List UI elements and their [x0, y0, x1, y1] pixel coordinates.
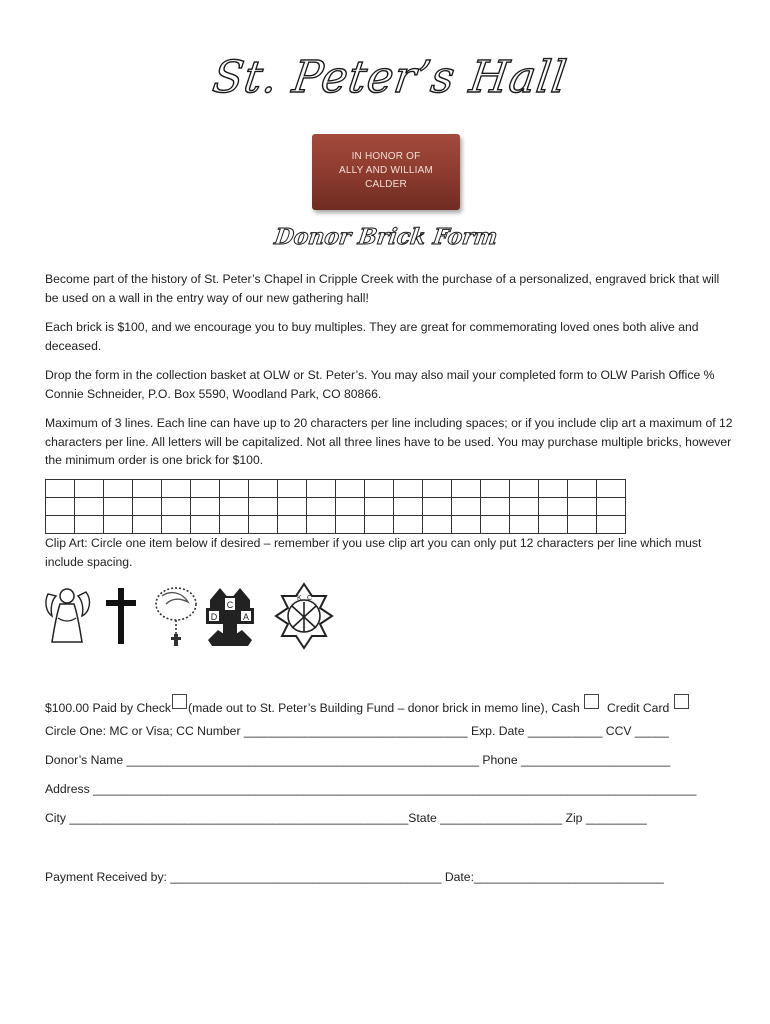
character-box[interactable] — [46, 516, 75, 534]
character-box[interactable] — [365, 480, 394, 498]
character-box[interactable] — [365, 516, 394, 534]
character-box[interactable] — [191, 480, 220, 498]
character-box[interactable] — [307, 516, 336, 534]
check-note: (made out to St. Peter’s Building Fund – donor brick in memo line), Cash — [188, 701, 580, 715]
credit-card-checkbox[interactable] — [674, 694, 689, 709]
character-box[interactable] — [104, 498, 133, 516]
character-box[interactable] — [568, 498, 597, 516]
character-box[interactable] — [539, 480, 568, 498]
engraving-line-row — [46, 480, 626, 498]
check-checkbox[interactable] — [172, 694, 187, 709]
cash-checkbox[interactable] — [584, 694, 599, 709]
clipart-instructions: Clip Art: Circle one item below if desired – remember if you use clip art you can only put 12 characters per line which must include spacing. — [45, 536, 702, 569]
character-box[interactable] — [220, 498, 249, 516]
character-box[interactable] — [104, 516, 133, 534]
character-box[interactable] — [278, 498, 307, 516]
character-box[interactable] — [46, 498, 75, 516]
character-box[interactable] — [423, 480, 452, 498]
clipart-options — [42, 582, 352, 650]
brick-line-3: CALDER — [365, 179, 407, 190]
cda-letter-a: A — [242, 612, 250, 622]
character-box[interactable] — [278, 516, 307, 534]
form-subtitle: Donor Brick Form — [272, 224, 500, 250]
engraving-line-row — [46, 516, 626, 534]
engraving-line-row — [46, 498, 626, 516]
character-box[interactable] — [249, 480, 278, 498]
cda-letter-d: D — [210, 612, 218, 622]
character-box[interactable] — [336, 480, 365, 498]
angel-icon[interactable] — [46, 589, 90, 642]
character-box[interactable] — [568, 516, 597, 534]
kofc-letter-k: K — [297, 595, 302, 602]
character-box[interactable] — [597, 480, 626, 498]
cda-emblem-icon[interactable] — [206, 588, 254, 646]
character-box[interactable] — [539, 516, 568, 534]
character-box[interactable] — [597, 516, 626, 534]
character-box[interactable] — [423, 498, 452, 516]
character-box[interactable] — [597, 498, 626, 516]
character-box[interactable] — [75, 516, 104, 534]
brick-line-1: IN HONOR OF — [351, 151, 421, 162]
character-box[interactable] — [510, 498, 539, 516]
character-box[interactable] — [46, 480, 75, 498]
credit-card-label: Credit Card — [606, 701, 670, 715]
character-box[interactable] — [481, 498, 510, 516]
payment-method-line — [45, 694, 690, 715]
character-box[interactable] — [452, 480, 481, 498]
character-box[interactable] — [220, 516, 249, 534]
kofc-emblem-icon[interactable] — [276, 584, 332, 648]
city-state-zip-line[interactable]: City __________________________________________________State __________________ Zip _________ — [45, 811, 647, 825]
intro-paragraph: Become part of the history of St. Peter’s Chapel in Cripple Creek with the purchase of a personalized, engraved brick that will be used on a wall in the entry way of our new gathering hall! — [45, 272, 720, 305]
rosary-icon[interactable] — [156, 588, 196, 646]
character-box[interactable] — [481, 516, 510, 534]
character-box[interactable] — [278, 480, 307, 498]
character-box[interactable] — [423, 516, 452, 534]
character-box[interactable] — [75, 498, 104, 516]
character-box[interactable] — [162, 498, 191, 516]
character-box[interactable] — [249, 498, 278, 516]
check-label: $100.00 Paid by Check — [45, 701, 172, 715]
character-box[interactable] — [133, 480, 162, 498]
character-box[interactable] — [220, 480, 249, 498]
card-details-line[interactable]: Circle One: MC or Visa; CC Number _________________________________ Exp. Date ___________ CCV _____ — [45, 724, 669, 738]
character-box[interactable] — [510, 516, 539, 534]
payment-received-line[interactable]: Payment Received by: ________________________________________ Date:____________________________ — [45, 870, 664, 884]
character-box[interactable] — [133, 516, 162, 534]
character-box[interactable] — [307, 498, 336, 516]
brick-line-2: ALLY AND WILLIAM — [339, 165, 433, 176]
character-box[interactable] — [568, 480, 597, 498]
character-box[interactable] — [394, 498, 423, 516]
character-box[interactable] — [75, 480, 104, 498]
character-box[interactable] — [162, 516, 191, 534]
price-paragraph: Each brick is $100, and we encourage you to buy multiples. They are great for commemorating loved ones both alive and deceased. — [45, 320, 699, 353]
character-box[interactable] — [394, 480, 423, 498]
cda-letter-c: C — [226, 600, 234, 610]
donor-name-line[interactable]: Donor’s Name ____________________________________________________ Phone ______________________ — [45, 753, 671, 767]
character-box[interactable] — [191, 498, 220, 516]
character-box[interactable] — [394, 516, 423, 534]
character-box[interactable] — [336, 516, 365, 534]
character-box[interactable] — [481, 480, 510, 498]
delivery-paragraph: Drop the form in the collection basket at OLW or St. Peter’s. You may also mail your completed form to OLW Parish Office % Connie Schneider, P.O. Box 5590, Woodland Park, CO 80866. — [45, 368, 715, 401]
engraving-character-grid — [45, 479, 626, 534]
character-box[interactable] — [104, 480, 133, 498]
page-title: St. Peter’s Hall — [209, 52, 571, 103]
address-line[interactable]: Address _________________________________________________________________________________________ — [45, 782, 697, 796]
cross-icon[interactable] — [106, 588, 136, 644]
character-box[interactable] — [191, 516, 220, 534]
character-box[interactable] — [249, 516, 278, 534]
rules-paragraph: Maximum of 3 lines. Each line can have up to 20 characters per line including spaces; or if you include clip art a maximum of 12 characters per line. All letters will be capitalized. Not all three lines have to be used. You may purchase multiple bricks, however the minimum order is one brick for $100. — [45, 416, 733, 467]
character-box[interactable] — [307, 480, 336, 498]
character-box[interactable] — [336, 498, 365, 516]
character-box[interactable] — [452, 516, 481, 534]
brick-image — [312, 134, 460, 210]
character-box[interactable] — [452, 498, 481, 516]
character-box[interactable] — [133, 498, 162, 516]
character-box[interactable] — [510, 480, 539, 498]
kofc-letter-c: C — [307, 595, 313, 602]
brick-engraving — [320, 142, 452, 200]
character-box[interactable] — [162, 480, 191, 498]
character-box[interactable] — [539, 498, 568, 516]
character-box[interactable] — [365, 498, 394, 516]
